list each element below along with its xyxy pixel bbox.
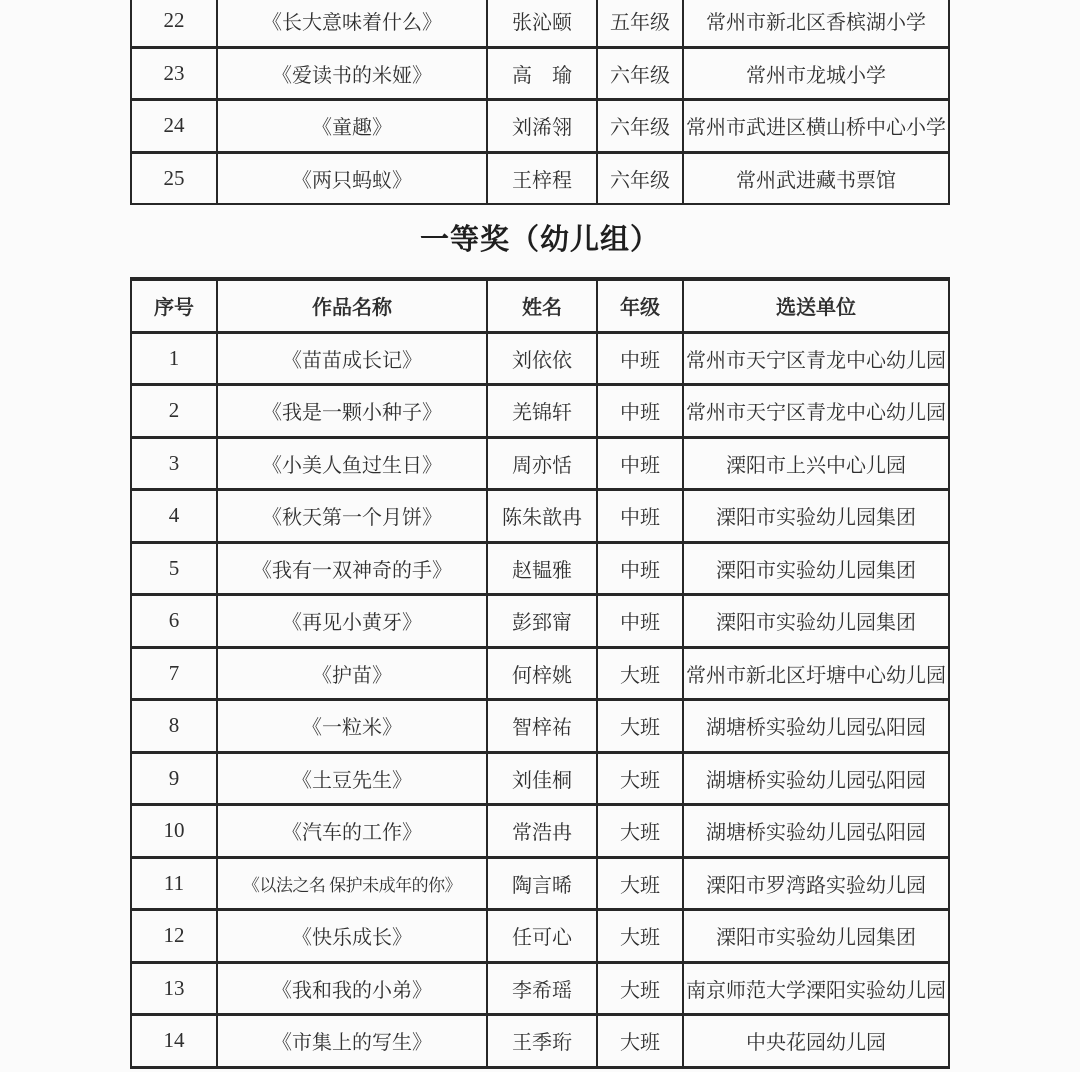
table-row: [130, 49, 950, 102]
name-cell: 陈朱歆冉: [488, 491, 598, 544]
table-row: [130, 544, 950, 597]
unit-cell: 常州市天宁区青龙中心幼儿园: [684, 386, 950, 439]
serial-cell: 3: [130, 439, 218, 492]
title-cell: 《两只蚂蚁》: [218, 154, 488, 206]
title-cell: 《再见小黄牙》: [218, 596, 488, 649]
serial-cell: 23: [130, 49, 218, 102]
title-cell: 《汽车的工作》: [218, 806, 488, 859]
table-row: [130, 491, 950, 544]
name-cell: 王季珩: [488, 1016, 598, 1069]
title-cell: 《苗苗成长记》: [218, 334, 488, 387]
unit-cell: 常州市天宁区青龙中心幼儿园: [684, 334, 950, 387]
col-header-unit: 选送单位: [684, 277, 950, 334]
serial-cell: 9: [130, 754, 218, 807]
title-cell: 《市集上的写生》: [218, 1016, 488, 1069]
serial-cell: 5: [130, 544, 218, 597]
table-row: [130, 596, 950, 649]
title-cell: 《快乐成长》: [218, 911, 488, 964]
grade-cell: 大班: [598, 964, 684, 1017]
table-row: [130, 439, 950, 492]
grade-cell: 大班: [598, 701, 684, 754]
serial-cell: 1: [130, 334, 218, 387]
unit-cell: 湖塘桥实验幼儿园弘阳园: [684, 806, 950, 859]
name-cell: 赵韫雅: [488, 544, 598, 597]
title-cell: 《秋天第一个月饼》: [218, 491, 488, 544]
table-row: [130, 859, 950, 912]
unit-cell: 南京师范大学溧阳实验幼儿园: [684, 964, 950, 1017]
title-cell: 《小美人鱼过生日》: [218, 439, 488, 492]
awards-table-upper-partial: [130, 0, 954, 205]
title-cell: 《我是一颗小种子》: [218, 386, 488, 439]
name-cell: 李希瑶: [488, 964, 598, 1017]
grade-cell: 大班: [598, 859, 684, 912]
serial-cell: 25: [130, 154, 218, 206]
awards-table-preschool-wrap: [130, 277, 954, 1069]
header-row: [130, 277, 950, 334]
name-cell: 张沁颐: [488, 0, 598, 49]
title-cell: 《长大意味着什么》: [218, 0, 488, 49]
table-row: [130, 964, 950, 1017]
serial-cell: 12: [130, 911, 218, 964]
unit-cell: 中央花园幼儿园: [684, 1016, 950, 1069]
grade-cell: 中班: [598, 334, 684, 387]
grade-cell: 大班: [598, 649, 684, 702]
grade-cell: 大班: [598, 1016, 684, 1069]
col-header-name: 姓名: [488, 277, 598, 334]
name-cell: 王梓程: [488, 154, 598, 206]
unit-cell: 常州市武进区横山桥中心小学: [684, 101, 950, 154]
name-cell: 任可心: [488, 911, 598, 964]
serial-cell: 13: [130, 964, 218, 1017]
unit-cell: 溧阳市实验幼儿园集团: [684, 911, 950, 964]
serial-cell: 11: [130, 859, 218, 912]
title-cell: 《童趣》: [218, 101, 488, 154]
unit-cell: 常州市新北区香槟湖小学: [684, 0, 950, 49]
title-cell: 《护苗》: [218, 649, 488, 702]
unit-cell: 溧阳市实验幼儿园集团: [684, 544, 950, 597]
serial-cell: 4: [130, 491, 218, 544]
awards-table-preschool: [130, 277, 950, 1069]
table-row: [130, 649, 950, 702]
name-cell: 刘依依: [488, 334, 598, 387]
grade-cell: 中班: [598, 439, 684, 492]
section-heading: 一等奖（幼儿组）: [419, 224, 660, 256]
serial-cell: 24: [130, 101, 218, 154]
name-cell: 陶言晞: [488, 859, 598, 912]
table-row: [130, 1016, 950, 1069]
name-cell: 何梓姚: [488, 649, 598, 702]
title-cell: 《我和我的小弟》: [218, 964, 488, 1017]
table-row: [130, 806, 950, 859]
grade-cell: 中班: [598, 596, 684, 649]
grade-cell: 六年级: [598, 154, 684, 206]
grade-cell: 大班: [598, 806, 684, 859]
unit-cell: 常州市龙城小学: [684, 49, 950, 102]
awards-table-upper: [130, 0, 950, 205]
table-row: [130, 154, 950, 206]
col-header-title: 作品名称: [218, 277, 488, 334]
title-cell: 《我有一双神奇的手》: [218, 544, 488, 597]
serial-cell: 10: [130, 806, 218, 859]
serial-cell: 8: [130, 701, 218, 754]
title-cell: 《以法之名 保护未成年的你》: [218, 859, 488, 912]
unit-cell: 常州武进藏书票馆: [684, 154, 950, 206]
serial-cell: 2: [130, 386, 218, 439]
table-row: [130, 911, 950, 964]
name-cell: 刘佳桐: [488, 754, 598, 807]
unit-cell: 湖塘桥实验幼儿园弘阳园: [684, 754, 950, 807]
grade-cell: 五年级: [598, 0, 684, 49]
serial-cell: 22: [130, 0, 218, 49]
table-row: [130, 0, 950, 49]
grade-cell: 大班: [598, 911, 684, 964]
title-cell: 《土豆先生》: [218, 754, 488, 807]
name-cell: 羌锦轩: [488, 386, 598, 439]
serial-cell: 6: [130, 596, 218, 649]
unit-cell: 溧阳市罗湾路实验幼儿园: [684, 859, 950, 912]
grade-cell: 中班: [598, 544, 684, 597]
serial-cell: 7: [130, 649, 218, 702]
col-header-serial: 序号: [130, 277, 218, 334]
col-header-grade: 年级: [598, 277, 684, 334]
table-row: [130, 754, 950, 807]
name-cell: 高 瑜: [488, 49, 598, 102]
grade-cell: 大班: [598, 754, 684, 807]
title-cell: 《一粒米》: [218, 701, 488, 754]
grade-cell: 中班: [598, 386, 684, 439]
unit-cell: 常州市新北区圩塘中心幼儿园: [684, 649, 950, 702]
unit-cell: 湖塘桥实验幼儿园弘阳园: [684, 701, 950, 754]
table-row: [130, 101, 950, 154]
name-cell: 彭郅甯: [488, 596, 598, 649]
name-cell: 智梓祐: [488, 701, 598, 754]
table-row: [130, 334, 950, 387]
name-cell: 常浩冉: [488, 806, 598, 859]
grade-cell: 六年级: [598, 49, 684, 102]
table-row: [130, 701, 950, 754]
grade-cell: 中班: [598, 491, 684, 544]
name-cell: 刘浠翎: [488, 101, 598, 154]
serial-cell: 14: [130, 1016, 218, 1069]
unit-cell: 溧阳市实验幼儿园集团: [684, 491, 950, 544]
name-cell: 周亦恬: [488, 439, 598, 492]
grade-cell: 六年级: [598, 101, 684, 154]
unit-cell: 溧阳市实验幼儿园集团: [684, 596, 950, 649]
table-row: [130, 386, 950, 439]
title-cell: 《爱读书的米娅》: [218, 49, 488, 102]
unit-cell: 溧阳市上兴中心儿园: [684, 439, 950, 492]
